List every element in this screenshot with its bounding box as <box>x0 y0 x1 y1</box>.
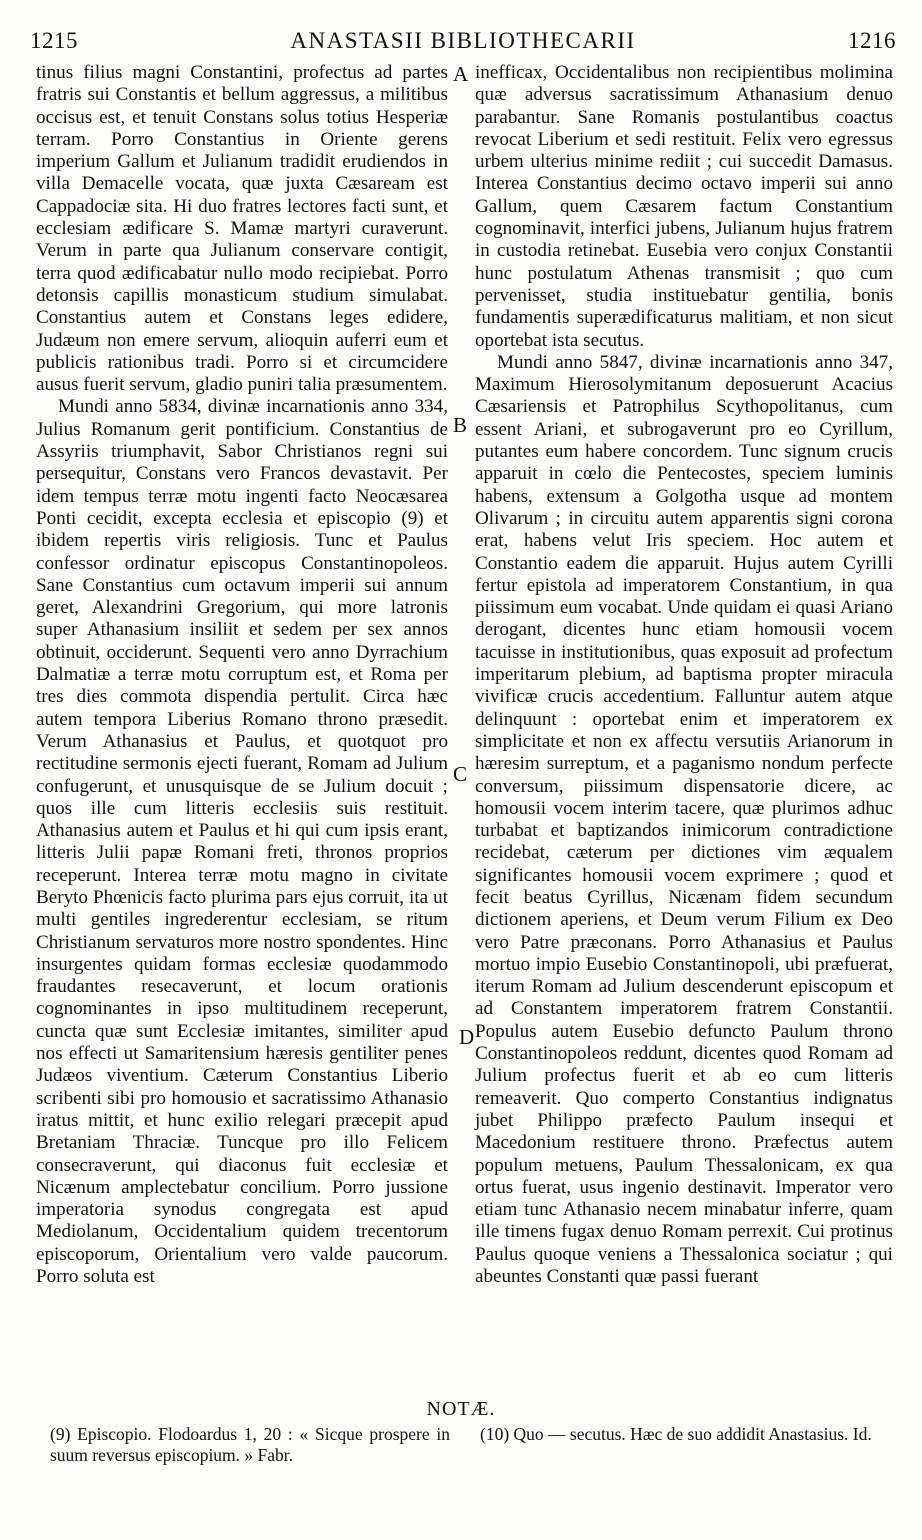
notes-heading: NOTÆ. <box>426 1398 496 1420</box>
page-number-left: 1215 <box>30 28 78 53</box>
right-paragraph-1: inefficax, Occidentalibus non recipientibus molimina quæ adversus sacratissimum Athanasium denuo parabantur. Sane Romanis postulantibus coactus revocat Liberium et sedi restituit. Felix vero egressus urbem ulterius minime rediit ; cui succedit Damasus. Interea Constantius decimo octavo imperii sui anno Gallum, quem Cæsarem factum Constantium cognominavit, interfici jubens, Julianum hujus fratrem in custodia retinebat. Eusebia vero conjux Constantii hunc postulatum Athenas transmisit ; quo cum pervenisset, studia instituebatur gentilia, bonis fundamentis superædificaturus malitiam, et non sicut oportebat ista secutus. <box>475 62 893 351</box>
running-header <box>30 28 896 62</box>
running-title: ANASTASII BIBLIOTHECARII <box>290 28 636 53</box>
section-marker-a: A <box>453 62 469 86</box>
page-number-right: 1216 <box>848 28 896 53</box>
right-column <box>475 62 893 1288</box>
footnote-10: (10) Quo — secutus. Hæc de suo addidit Anastasius. Id. <box>480 1424 872 1444</box>
left-paragraph-1: tinus filius magni Constantini, profectus ad partes fratris sui Constantis et bellum aggressus, a militibus occisus est, et tenuit Constans solus totius Hesperiæ terram. Porro Constantius in Oriente gerens imperium Gallum et Julianum tradidit erudiendos in villa Demacelle vocata, quæ juxta Cæsaream est Cappadociæ sita. Hi duo fratres lectores facti sunt, et ecclesiam ædificare S. Mamæ martyri curaverunt. Verum in parte qua Julianum conservare contigit, terra quod ædificabatur nullo modo recipiebat. Porro detonsis capillis monasticum studium simulabat. Constantius autem et Constans leges edidere, Judæum non emere servum, alioquin auferri eum et publicis rationibus tradi. Porro si et circumcidere ausus fuerit servum, gladio puniri talia præsumentem. <box>36 62 448 396</box>
section-marker-c: C <box>453 762 468 786</box>
left-paragraph-2: Mundi anno 5834, divinæ incarnationis anno 334, Julius Romanum gerit pontificium. Constantius de Assyriis triumphavit, Sabor Christianos regni sui persequitur, Constans vero Francos devastavit. Per idem tempus terræ motu ingenti facto Neocæsarea Ponti cecidit, excepta ecclesia et episcopio (9) et ibidem repertis viris religiosis. Tunc et Paulus confessor ordinatur episcopus Constantinopoleos. Sane Constantius cum octavum imperii sui annum geret, Alexandrini Gregorium, qui more latronis super Athanasium insiliit et sedem per sex annos obtinuit, occiderunt. Sequenti vero anno Dyrrachium Dalmatiæ a terræ motu corruptum est, et Roma per tres dies commota dispendia pertulit. Circa hæc autem tempora Liberius Romano throno præsedit. Verum Athanasius et Paulus, et quotquot pro rectitudine sermonis ejecti fuerant, Romam ad Julium confugerunt, et unusquisque de se Julium docuit ; quos ille cum litteris ecclesiis suis restituit. Athanasius autem et Paulus et hi qui cum ipsis erant, litteris Julii papæ Romani freti, thronos proprios receperunt. Interea terræ motu magno in civitate Beryto Phœnicis facto plurima pars ejus corruit, ita ut multi gentiles ingrederentur ecclesiam, se ritum Christianum servaturos more nostro spondentes. Hinc insurgentes quidam formas ecclesiæ quodammodo fraudantes resecaverunt, et locum orationis cognominantes in ipso multitudinem receperunt, cuncta quæ sunt Ecclesiæ imitantes, similiter apud nos effecti ut Samaritensium hæresis gentiliter penes Judæos viventium. Cæterum Constantius Liberio scribenti sibi pro homousio et sacratissimo Athanasio iratus mittit, et hunc exilio relegari præcepit apud Bretaniam Thraciæ. Tuncque pro illo Felicem consecraverunt, qui diaconus fuit ecclesiæ et Nicænum amplectebatur concilium. Porro jussione imperatoria synodus congregata est apud Mediolanum, Occidentalium quidem trecentorum episcoporum, Orientalium vero valde paucorum. Porro soluta est <box>36 396 448 1288</box>
right-paragraph-2: Mundi anno 5847, divinæ incarnationis anno 347, Maximum Hierosolymitanum deposuerunt Acacius Cæsariensis et Patrophilus Scythopolitanus, cum essent Ariani, et subrogaverunt pro eo Cyrillum, putantes eum habere concordem. Tunc signum crucis apparuit in cœlo die Pentecostes, speciem luminis habens, extensum a Golgotha usque ad montem Olivarum ; in circuitu autem apparentis signi corona erat, habens velut Iris speciem. Hoc autem et Constantio eadem die apparuit. Hujus autem Cyrilli fertur epistola ad imperatorem Constantium, in qua piissimum eum vocabat. Unde quidam ei quasi Ariano derogant, dicentes hunc etiam homousii vocem tacuisse in institutionibus, quas exposuit ad profectum imperitarum plebium, ad baptisma propter miracula vivificæ crucis accedentium. Falluntur autem atque delinquunt : oportebat enim et imperatorem ex simplicitate et non ex affectu versutiis Arianorum in hæresim surreptum, et a paganismo nondum perfecte conversum, piissimum dispensatorie dicere, ac homousii vocem interim tacere, quæ plurimos adhuc turbabat et baptizandos inimicorum contradictione recidebat, cæterum per dictiones vim æqualem significantes homousii vocem exprimere ; quod et fecit beatus Cyrillus, Nicænam fidem secundum dictionem aperiens, et Deum verum Filium ex Deo vero Patre præconans. Porro Athanasius et Paulus mortuo impio Eusebio Constantinopoli, ubi præfuerat, iterum Romam ad Julium descenderunt episcopum et ad Constantem imperatorem fratrem Constantii. Populus autem Eusebio defuncto Paulum throno Constantinopoleos reddunt, dicentes quod Romam ad Julium profectus fuerit et ab eo cum litteris remeaverit. Quo comperto Constantius indignatus jubet Philippo præfecto Paulum insequi et Macedonium restituere throno. Præfectus autem populum metuens, Paulum Thessalonicam, ex qua ortus fuerat, usus ingenio destinavit. Imperator vero etiam tunc Athanasio necem minabatur inferre, quam ille timens fugax denuo Romam perrexit. Cui protinus Paulus quoque veniens a Thessalonica sociatur ; qui abeuntes Constanti quæ passi fuerant <box>475 351 893 1288</box>
left-column <box>36 62 448 1288</box>
section-marker-b: B <box>453 413 468 437</box>
section-marker-d: D <box>459 1025 475 1049</box>
footnote-9: (9) Episcopio. Flodoardus 1, 20 : « Sicque prospere in suum reversus episcopium. » Fabr. <box>50 1424 450 1465</box>
